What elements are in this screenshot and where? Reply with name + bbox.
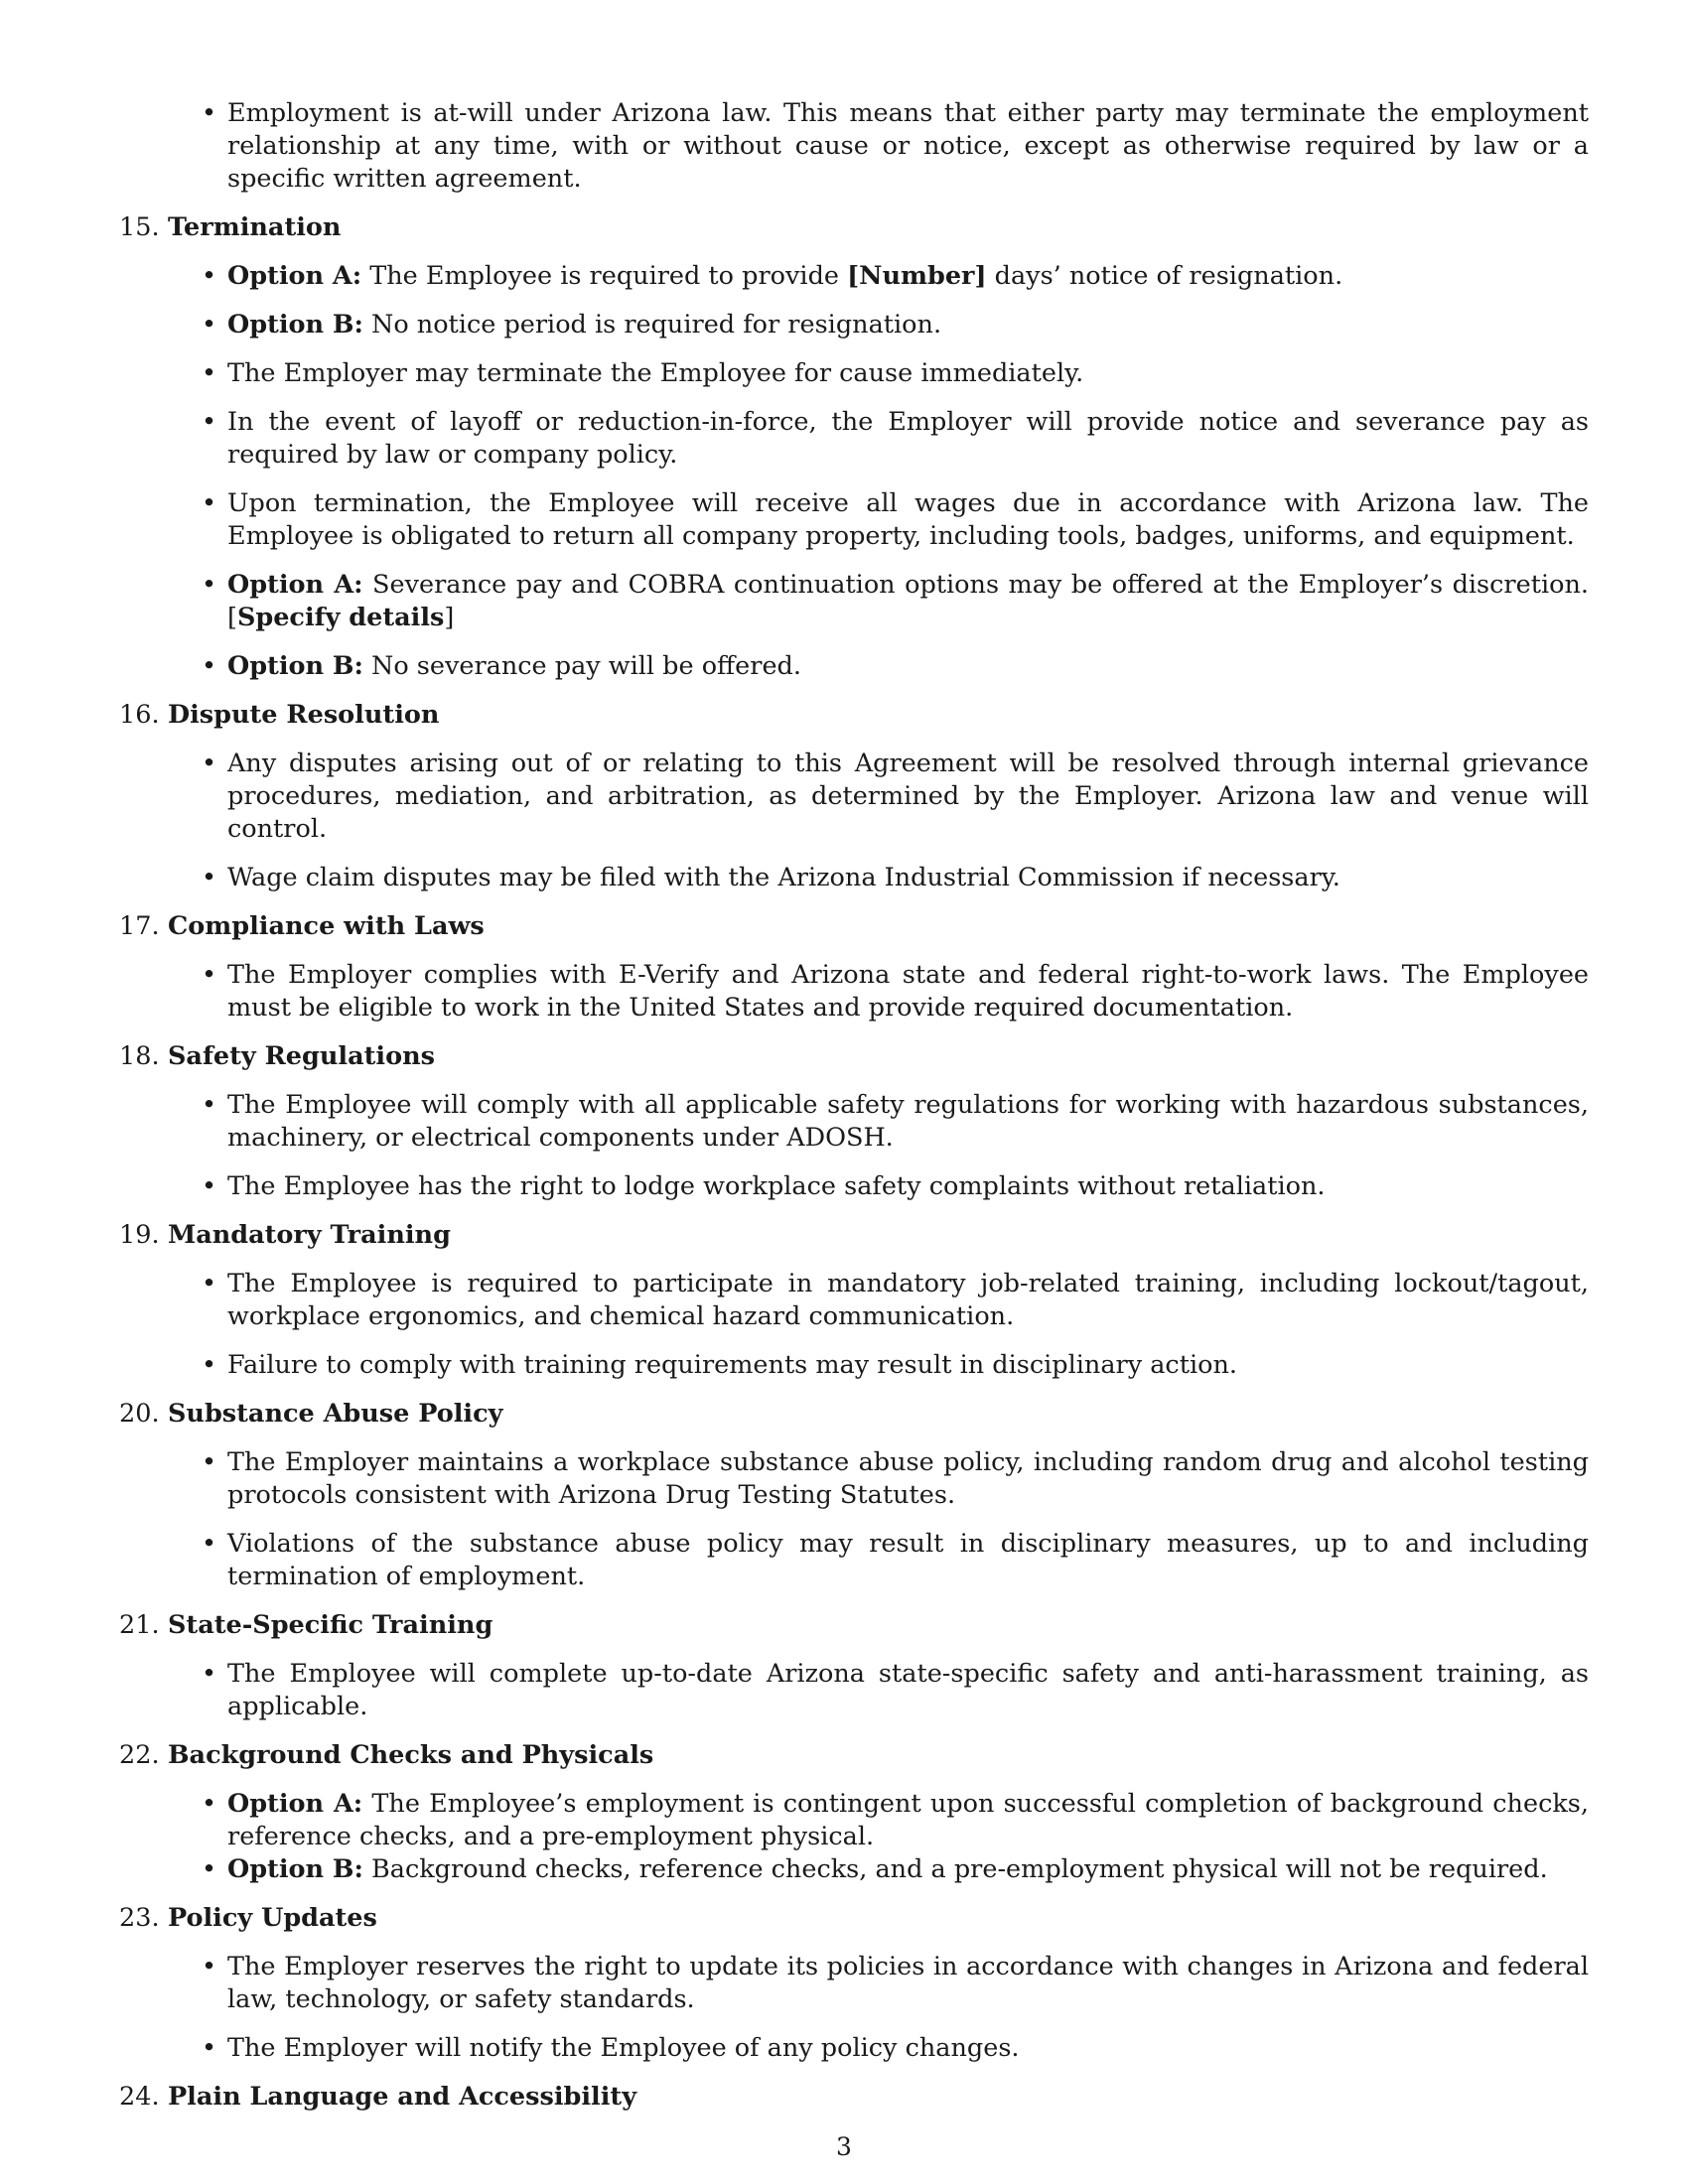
bullet-list [109,959,1589,1024]
bullet-text: The Employee will complete up-to-date Arizona state-specific safety and anti-harassment training, as applicable. [227,1659,1589,1721]
bracket: [ [227,603,237,632]
section-title: Substance Abuse Policy [168,1399,503,1429]
bullet-list [109,260,1589,683]
section-title: Background Checks and Physicals [168,1740,654,1770]
bullet-list [109,1446,1589,1593]
section-termination [109,211,1589,683]
list-item [227,487,1589,553]
section-title: State-Specific Training [168,1610,493,1640]
section-compliance-with-laws [109,910,1589,1024]
section-heading [109,1739,1589,1772]
section-title: Policy Updates [168,1903,377,1933]
bullet-list [109,748,1589,894]
list-item [227,309,1589,341]
list-item [227,1170,1589,1203]
bullet-list [109,1951,1589,2065]
option-label: Option B: [227,1854,363,1884]
bracket: ] [444,603,455,632]
option-label: Option B: [227,310,363,340]
section-heading [109,1902,1589,1935]
placeholder-text: Specify details [236,603,445,632]
list-item [227,862,1589,894]
bullet-text: The Employee has the right to lodge workplace safety complaints without retaliation. [227,1171,1326,1201]
list-item [227,1349,1589,1382]
option-label: Option A: [227,1789,363,1819]
option-label: Option A: [227,570,363,600]
bullet-text: Background checks, reference checks, and a pre-employment physical will not be required. [362,1854,1548,1884]
list-item [227,1788,1589,1853]
list-item [227,406,1589,472]
section-number: 20. [119,1399,160,1429]
section-number: 23. [119,1903,160,1933]
bullet-text: days’ notice of resignation. [986,261,1343,291]
list-item [227,1268,1589,1333]
list-item [227,260,1589,293]
list-item [227,357,1589,390]
section-number: 18. [119,1041,160,1071]
section-heading [109,1040,1589,1073]
section-plain-language [109,2081,1589,2114]
section-heading [109,1609,1589,1642]
section-background-checks [109,1739,1589,1886]
section-title: Safety Regulations [168,1041,435,1071]
bullet-list [109,1658,1589,1723]
section-title: Mandatory Training [168,1220,451,1250]
section-heading [109,699,1589,732]
section-state-specific-training [109,1609,1589,1723]
section-heading [109,1219,1589,1252]
list-item [227,1446,1589,1512]
section-title: Plain Language and Accessibility [168,2082,637,2112]
section-mandatory-training [109,1219,1589,1382]
bullet-text: Wage claim disputes may be filed with the Arizona Industrial Commission if necessary. [227,863,1340,892]
section-number: 24. [119,2082,160,2112]
bullet-text: In the event of layoff or reduction-in-force, the Employer will provide notice and severance pay as required by law or company policy. [227,407,1589,470]
section-number: 16. [119,700,160,730]
list-item [227,1528,1589,1593]
document-body [109,97,1589,2114]
bullet-text: Employment is at-will under Arizona law. This means that either party may terminate the employment relationship at any time, with or without cause or notice, except as otherwise required by law or a specific written agreement. [227,98,1589,194]
section-policy-updates [109,1902,1589,2065]
section-dispute-resolution [109,699,1589,894]
section-title: Dispute Resolution [168,700,440,730]
section-safety-regulations [109,1040,1589,1203]
bullet-text: The Employer reserves the right to update its policies in accordance with changes in Arizona and federal law, technology, or safety standards. [227,1952,1589,2014]
bullet-text: Upon termination, the Employee will receive all wages due in accordance with Arizona law. The Employee is obligated to return all company property, including tools, badges, uniforms, and equipment. [227,488,1589,551]
section-number: 15. [119,212,160,242]
list-item [227,2032,1589,2065]
bullet-text: The Employer complies with E-Verify and Arizona state and federal right-to-work laws. The Employee must be eligible to work in the United States and provide required documentation. [227,960,1589,1023]
bullet-text: Any disputes arising out of or relating to this Agreement will be resolved through internal grievance procedures, mediation, and arbitration, as determined by the Employer. Arizona law and venue will control. [227,749,1589,844]
list-item [227,569,1589,634]
section-number: 22. [119,1740,160,1770]
list-item [227,650,1589,683]
bullet-text: The Employee will comply with all applicable safety regulations for working with hazardous substances, machinery, or electrical components under ADOSH. [227,1090,1589,1153]
section-number: 17. [119,911,160,941]
section-heading [109,910,1589,943]
bullet-text: The Employer maintains a workplace substance abuse policy, including random drug and alcohol testing protocols consistent with Arizona Drug Testing Statutes. [227,1447,1589,1510]
page-number: 3 [836,2132,852,2161]
bullet-list [109,1268,1589,1382]
bullet-text: The Employee is required to participate in mandatory job-related training, including lockout/tagout, workplace ergonomics, and chemical hazard communication. [227,1269,1589,1331]
section-substance-abuse-policy [109,1398,1589,1593]
section-number: 19. [119,1220,160,1250]
section-heading [109,1398,1589,1431]
section-title: Termination [168,212,342,242]
bullet-text: The Employer may terminate the Employee for cause immediately. [227,358,1084,388]
bullet-list [109,1788,1589,1886]
bullet-text: No notice period is required for resignation. [362,310,942,340]
bullet-text: No severance pay will be offered. [362,651,801,681]
option-label: Option B: [227,651,363,681]
bullet-text: Failure to comply with training requirements may result in disciplinary action. [227,1350,1237,1380]
section-title: Compliance with Laws [168,911,485,941]
bullet-text: Severance pay and COBRA continuation options may be offered at the Employer’s discretion. [362,570,1589,600]
intro-bullet-list [109,97,1589,196]
list-item [227,1658,1589,1723]
bullet-text: The Employee’s employment is contingent upon successful completion of background checks, reference checks, and a pre-employment physical. [227,1789,1589,1851]
list-item [227,97,1589,196]
list-item [227,748,1589,846]
section-heading [109,211,1589,244]
list-item [227,959,1589,1024]
placeholder-text: [Number] [847,261,987,291]
list-item [227,1089,1589,1155]
list-item [227,1951,1589,2016]
option-label: Option A: [227,261,362,291]
list-item [227,1853,1589,1886]
bullet-text: The Employer will notify the Employee of any policy changes. [227,2033,1020,2063]
bullet-text: Violations of the substance abuse policy may result in disciplinary measures, up to and including termination of employment. [227,1529,1589,1591]
bullet-list [109,1089,1589,1203]
bullet-text: The Employee is required to provide [361,261,848,291]
section-number: 21. [119,1610,160,1640]
section-heading [109,2081,1589,2114]
